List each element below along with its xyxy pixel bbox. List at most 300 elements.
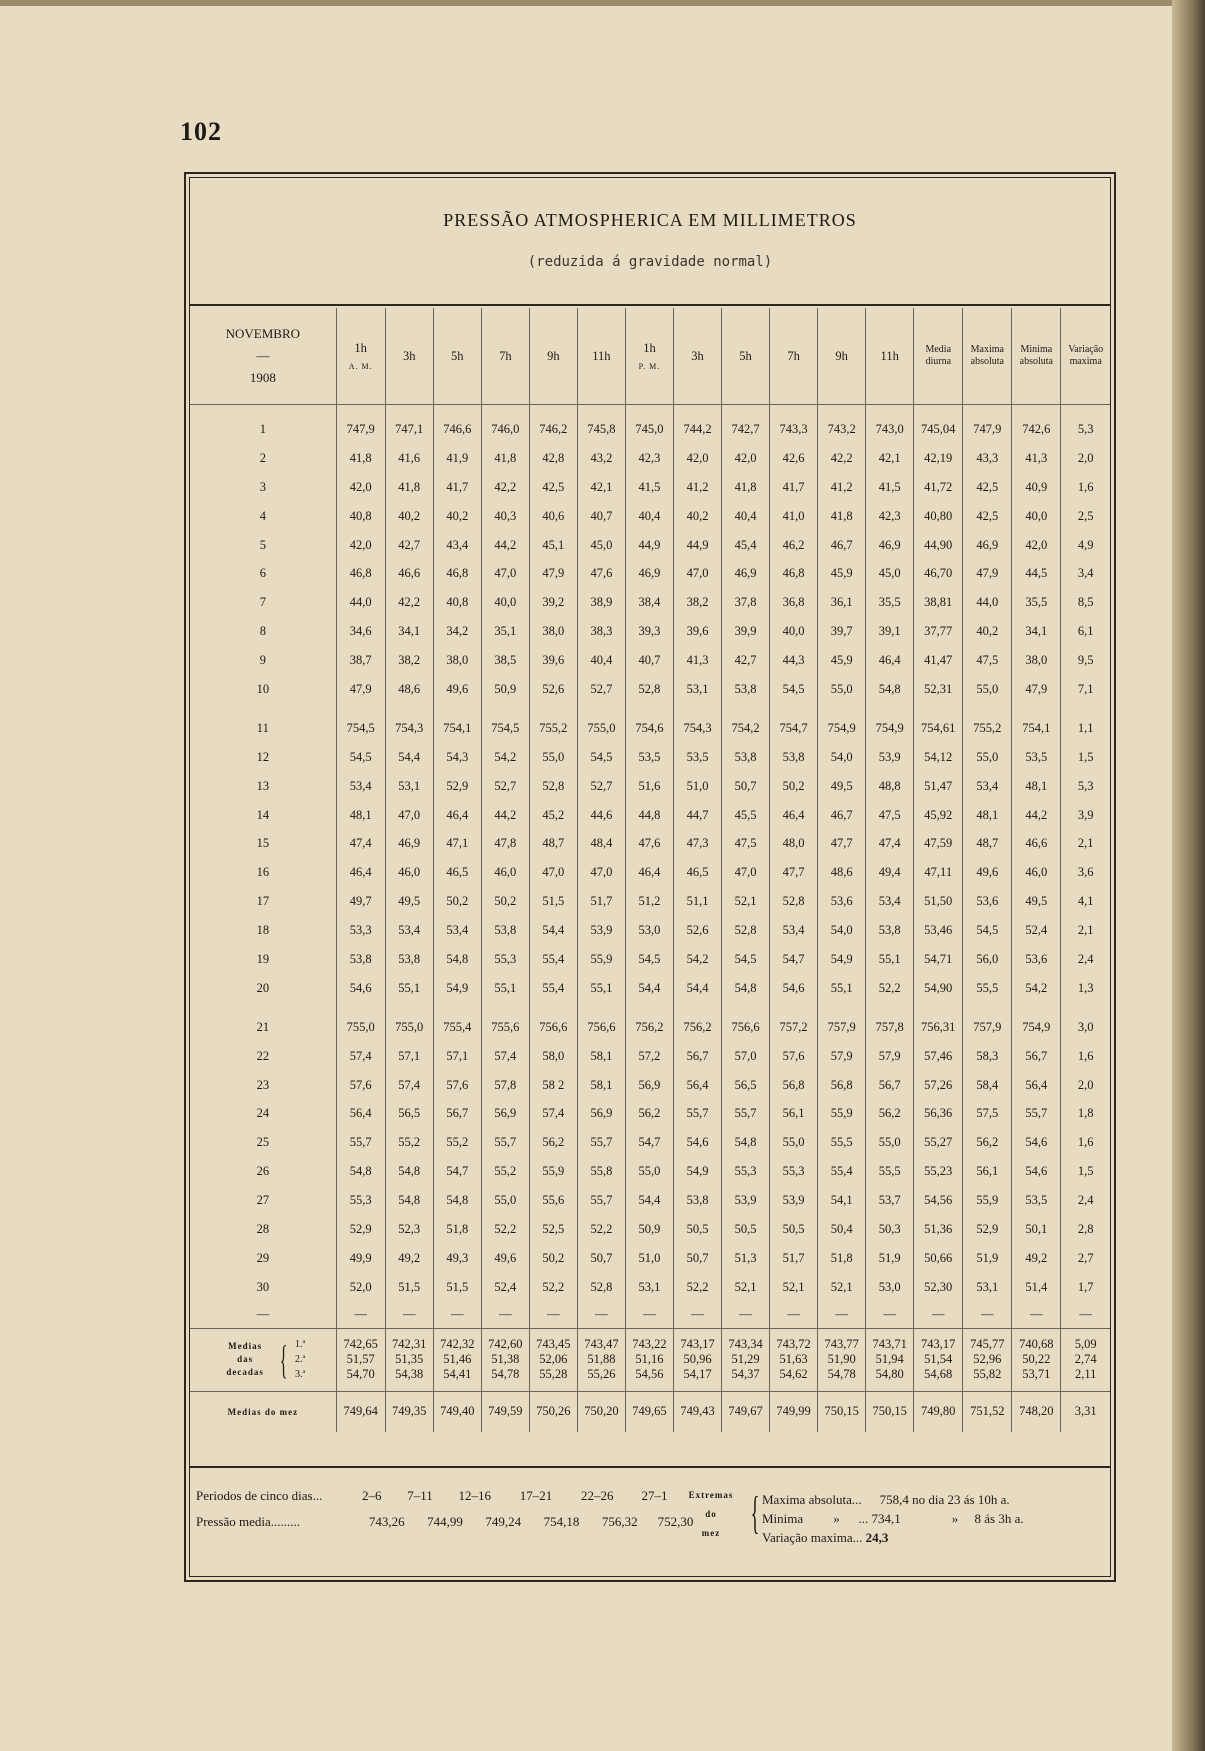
day-number: 21: [256, 1019, 270, 1034]
table-cell: 54,6: [336, 974, 385, 1003]
table-cell: 54,9: [433, 974, 481, 1003]
table-cell: 57,6: [336, 1071, 385, 1100]
table-cell: 41,9: [433, 444, 481, 473]
table-cell: 55,0: [625, 1157, 673, 1186]
table-cell: 3,9: [1061, 801, 1110, 830]
table-cell: 44,2: [1012, 801, 1061, 830]
hour-header: [770, 308, 818, 405]
table-cell: 52,1: [722, 1273, 770, 1302]
table-row: [190, 473, 1110, 502]
day-number: 22: [256, 1048, 270, 1063]
table-cell: 54,4: [529, 916, 577, 945]
table-cell: 58,0: [529, 1042, 577, 1071]
stat-header-line: Minima: [1020, 344, 1053, 355]
table-cell: 41,7: [433, 473, 481, 502]
decade-mean-value: 55,82: [973, 1367, 1002, 1382]
table-cell: 48,4: [577, 829, 625, 858]
year-label: 1908: [249, 370, 276, 385]
day-number: 3: [259, 479, 266, 494]
table-cell: 36,1: [818, 588, 866, 617]
decade-mean-cell: [577, 1328, 625, 1391]
table-row: [190, 714, 1110, 743]
table-cell: 44,9: [625, 531, 673, 560]
table-cell: 54,4: [625, 1186, 673, 1215]
hour-header: [336, 308, 385, 405]
table-cell: 42,0: [336, 531, 385, 560]
table-cell: 52,9: [963, 1215, 1012, 1244]
table-cell: 53,4: [433, 916, 481, 945]
table-cell: 52,2: [577, 1215, 625, 1244]
decade-mean-cell: [722, 1328, 770, 1391]
periodos-label: Periodos de cinco dias...: [196, 1488, 323, 1503]
table-cell: 55,7: [481, 1128, 529, 1157]
table-cell: 55,5: [818, 1128, 866, 1157]
table-row: [190, 502, 1110, 531]
table-cell: 755,0: [336, 1013, 385, 1042]
table-cell: 754,2: [722, 714, 770, 743]
decade-mean-value: 52,96: [973, 1352, 1002, 1367]
table-cell: 1,3: [1061, 974, 1110, 1003]
table-cell: 747,9: [336, 415, 385, 444]
day-number: 7: [259, 595, 266, 610]
table-cell: 745,04: [914, 415, 963, 444]
table-cell: 56,4: [673, 1071, 721, 1100]
table-cell: 54,8: [385, 1186, 433, 1215]
table-cell: 34,6: [336, 617, 385, 646]
table-cell: 49,7: [336, 887, 385, 916]
table-cell: 54,4: [625, 974, 673, 1003]
table-cell: 41,8: [336, 444, 385, 473]
table-row: [190, 801, 1110, 830]
table-cell: 53,8: [722, 675, 770, 704]
table-cell: 51,0: [625, 1244, 673, 1273]
table-cell: 757,9: [818, 1013, 866, 1042]
table-cell: 52,8: [722, 916, 770, 945]
table-cell: 2,5: [1061, 502, 1110, 531]
table-cell: 55,1: [866, 945, 914, 974]
table-cell: 55,7: [722, 1099, 770, 1128]
pressao-media-value: 749,24: [485, 1514, 522, 1529]
table-row: [190, 588, 1110, 617]
table-cell: 40,2: [673, 502, 721, 531]
table-cell: 747,1: [385, 415, 433, 444]
table-cell: 48,8: [866, 772, 914, 801]
table-cell: 57,1: [433, 1042, 481, 1071]
table-cell: 56,7: [673, 1042, 721, 1071]
table-cell: 51,36: [914, 1215, 963, 1244]
table-cell: 54,8: [866, 675, 914, 704]
table-cell: 47,4: [866, 829, 914, 858]
table-cell: 52,9: [336, 1215, 385, 1244]
table-cell: 41,2: [673, 473, 721, 502]
table-cell: 53,6: [1012, 945, 1061, 974]
table-cell: 53,5: [1012, 1186, 1061, 1215]
decade-mean-cell: [433, 1328, 481, 1391]
decade-mean-value: 742,32: [440, 1337, 475, 1352]
pm-label: P. M.: [638, 362, 661, 371]
table-row: [190, 743, 1110, 772]
decade-mean-value: 54,41: [443, 1367, 472, 1382]
month-header: [190, 308, 336, 405]
table-cell: 53,9: [866, 743, 914, 772]
spacer-row: [190, 1003, 1110, 1013]
hour-label: 3h: [691, 348, 704, 363]
table-cell: 46,9: [866, 531, 914, 560]
table-cell: 42,1: [577, 473, 625, 502]
day-number: 24: [256, 1106, 270, 1121]
decade-mean-value: 743,22: [632, 1337, 667, 1352]
table-cell: 5,3: [1061, 415, 1110, 444]
maxima-absoluta-header: [963, 308, 1012, 405]
table-cell: 51,4: [1012, 1273, 1061, 1302]
table-cell: 41,7: [770, 473, 818, 502]
table-cell: 54,6: [1012, 1128, 1061, 1157]
dash-cell: —: [1061, 1302, 1110, 1329]
decade-mean-value: 54,37: [731, 1367, 760, 1382]
table-cell: 55,2: [433, 1128, 481, 1157]
table-cell: 41,8: [818, 502, 866, 531]
table-cell: 37,77: [914, 617, 963, 646]
table-cell: 8,5: [1061, 588, 1110, 617]
table-cell: 50,3: [866, 1215, 914, 1244]
table-cell: 52,30: [914, 1273, 963, 1302]
extremas-label-line: Extremas: [688, 1490, 734, 1500]
table-cell: 743,2: [818, 415, 866, 444]
table-cell: 55,4: [529, 945, 577, 974]
table-cell: 55,1: [818, 974, 866, 1003]
table-cell: 50,66: [914, 1244, 963, 1273]
table-cell: 40,9: [1012, 473, 1061, 502]
table-cell: 46,8: [336, 559, 385, 588]
table-cell: 43,2: [577, 444, 625, 473]
table-cell: 50,7: [577, 1244, 625, 1273]
table-cell: 39,6: [529, 646, 577, 675]
table-cell: 2,4: [1061, 1186, 1110, 1215]
table-cell: 55,7: [577, 1186, 625, 1215]
table-cell: 55,4: [818, 1157, 866, 1186]
decade-mean-cell: [1061, 1328, 1110, 1391]
dash-cell: —: [1012, 1302, 1061, 1329]
day-number: 14: [256, 807, 270, 822]
table-row: [190, 444, 1110, 473]
day-number: 16: [256, 865, 270, 880]
table-cell: 46,6: [385, 559, 433, 588]
table-cell: 56,5: [385, 1099, 433, 1128]
month-mean-cell: 749,40: [433, 1391, 481, 1432]
table-cell: 56,2: [963, 1128, 1012, 1157]
table-cell: 756,6: [577, 1013, 625, 1042]
table-cell: 55,2: [385, 1128, 433, 1157]
table-cell: 55,3: [722, 1157, 770, 1186]
table-cell: 756,2: [625, 1013, 673, 1042]
table-cell: 52,8: [577, 1273, 625, 1302]
table-cell: 57,0: [722, 1042, 770, 1071]
table-cell: 754,5: [336, 714, 385, 743]
table-cell: 41,3: [673, 646, 721, 675]
table-cell: 53,7: [866, 1186, 914, 1215]
table-row: [190, 415, 1110, 444]
table-cell: 55,0: [770, 1128, 818, 1157]
periodo-value: 7–11: [407, 1488, 433, 1503]
table-cell: 39,3: [625, 617, 673, 646]
table-cell: 755,0: [577, 714, 625, 743]
table-cell: 42,2: [385, 588, 433, 617]
variacao-value: 24,3: [865, 1530, 889, 1545]
table-cell: 2,0: [1061, 1071, 1110, 1100]
table-cell: 47,0: [577, 858, 625, 887]
table-cell: 52,2: [866, 974, 914, 1003]
table-cell: 38,4: [625, 588, 673, 617]
table-cell: 55,3: [481, 945, 529, 974]
day-number: 19: [256, 951, 270, 966]
table-cell: 49,9: [336, 1244, 385, 1273]
table-cell: 54,3: [433, 743, 481, 772]
table-cell: 746,0: [481, 415, 529, 444]
table-cell: 754,3: [385, 714, 433, 743]
table-row: [190, 1186, 1110, 1215]
decade-mean-value: 51,57: [346, 1352, 375, 1367]
stat-header-line: absoluta: [970, 356, 1004, 367]
table-cell: 47,6: [577, 559, 625, 588]
table-cell: 47,7: [818, 829, 866, 858]
table-cell: 42,7: [722, 646, 770, 675]
table-cell: 54,8: [722, 974, 770, 1003]
table-cell: 48,6: [818, 858, 866, 887]
extremas-minima-line: [762, 1509, 1024, 1528]
table-row: [190, 675, 1110, 704]
month-mean-cell: 749,80: [914, 1391, 963, 1432]
hour-header: [866, 308, 914, 405]
table-cell: 56,9: [577, 1099, 625, 1128]
table-cell: 52,0: [336, 1273, 385, 1302]
table-cell: 51,6: [625, 772, 673, 801]
table-cell: 47,59: [914, 829, 963, 858]
table-cell: 47,0: [673, 559, 721, 588]
table-row: [190, 772, 1110, 801]
table-cell: 54,8: [433, 1186, 481, 1215]
table-cell: 53,5: [1012, 743, 1061, 772]
table-cell: 45,5: [722, 801, 770, 830]
medias-mez-row: [190, 1391, 1110, 1432]
table-cell: 51,3: [722, 1244, 770, 1273]
day-number: 18: [256, 923, 270, 938]
table-cell: 48,0: [770, 829, 818, 858]
table-cell: 42,2: [818, 444, 866, 473]
periodo-value: 27–1: [641, 1488, 668, 1503]
table-cell: 53,6: [963, 887, 1012, 916]
minima-label: Minima: [762, 1511, 804, 1526]
table-cell: 50,2: [529, 1244, 577, 1273]
table-cell: 35,5: [1012, 588, 1061, 617]
table-cell: 746,2: [529, 415, 577, 444]
table-cell: 40,80: [914, 502, 963, 531]
table-cell: 53,1: [385, 772, 433, 801]
day-number: 9: [259, 653, 266, 668]
table-cell: 754,5: [481, 714, 529, 743]
table-cell: 48,7: [529, 829, 577, 858]
table-row: [190, 945, 1110, 974]
table-cell: 55,7: [577, 1128, 625, 1157]
table-cell: 56,8: [770, 1071, 818, 1100]
table-cell: 51,2: [625, 887, 673, 916]
periodos-row: [196, 1488, 680, 1504]
table-cell: 58,3: [963, 1042, 1012, 1071]
dash-cell: —: [385, 1302, 433, 1329]
table-cell: 46,9: [625, 559, 673, 588]
spacer-row: [190, 405, 1110, 416]
table-cell: 44,5: [1012, 559, 1061, 588]
table-cell: 54,2: [481, 743, 529, 772]
table-cell: 40,3: [481, 502, 529, 531]
table-cell: 57,2: [625, 1042, 673, 1071]
table-cell: 55,9: [963, 1186, 1012, 1215]
table-cell: 40,4: [625, 502, 673, 531]
extremas-label-line: mez: [701, 1528, 721, 1538]
table-cell: 754,9: [866, 714, 914, 743]
table-cell: 54,0: [818, 743, 866, 772]
table-cell: 49,4: [866, 858, 914, 887]
page-number: 102: [180, 117, 222, 146]
table-cell: 55,7: [336, 1128, 385, 1157]
medias-decadas-label: [190, 1328, 336, 1391]
decade-mean-cell: [673, 1328, 721, 1391]
table-cell: 46,5: [673, 858, 721, 887]
table-cell: 57,5: [963, 1099, 1012, 1128]
pressao-media-row: [196, 1514, 701, 1530]
table-cell: 57,26: [914, 1071, 963, 1100]
table-cell: 47,9: [336, 675, 385, 704]
table-cell: 743,3: [770, 415, 818, 444]
table-cell: 52,5: [529, 1215, 577, 1244]
decade-mean-value: 54,56: [635, 1367, 664, 1382]
table-cell: 55,1: [577, 974, 625, 1003]
decade-mean-value: 743,71: [872, 1337, 907, 1352]
hour-header: [577, 308, 625, 405]
am-label: A. M.: [348, 362, 373, 371]
table-cell: 51,8: [433, 1215, 481, 1244]
table-cell: 54,0: [818, 916, 866, 945]
table-cell: 52,8: [529, 772, 577, 801]
table-cell: 45,4: [722, 531, 770, 560]
table-cell: 56,2: [866, 1099, 914, 1128]
table-cell: 54,5: [770, 675, 818, 704]
table-cell: 52,2: [673, 1273, 721, 1302]
month-mean-cell: 749,65: [625, 1391, 673, 1432]
table-cell: 58,1: [577, 1071, 625, 1100]
table-cell: 1,8: [1061, 1099, 1110, 1128]
table-cell: 38,3: [577, 617, 625, 646]
table-cell: 44,6: [577, 801, 625, 830]
table-cell: 44,0: [963, 588, 1012, 617]
pressure-table: [190, 308, 1110, 1432]
table-cell: 47,3: [673, 829, 721, 858]
table-cell: 55,27: [914, 1128, 963, 1157]
decade-mean-value: 743,47: [584, 1337, 619, 1352]
table-cell: 1,7: [1061, 1273, 1110, 1302]
table-cell: 50,5: [673, 1215, 721, 1244]
minima-quote: »: [833, 1511, 840, 1526]
table-row: [190, 559, 1110, 588]
hour-header: [722, 308, 770, 405]
hour-header: [385, 308, 433, 405]
decade-mean-value: 54,70: [346, 1367, 375, 1382]
table-cell: 57,1: [385, 1042, 433, 1071]
decade-mean-value: 55,28: [539, 1367, 568, 1382]
table-cell: 55,5: [963, 974, 1012, 1003]
decade-mean-value: 54,62: [779, 1367, 808, 1382]
table-cell: 38,0: [529, 617, 577, 646]
month-mean-cell: 749,67: [722, 1391, 770, 1432]
table-cell: 47,9: [1012, 675, 1061, 704]
table-cell: 746,6: [433, 415, 481, 444]
table-cell: 53,4: [866, 887, 914, 916]
table-cell: 57,4: [529, 1099, 577, 1128]
hour-header: [673, 308, 721, 405]
table-cell: 48,1: [336, 801, 385, 830]
table-cell: 53,4: [336, 772, 385, 801]
table-cell: 44,7: [673, 801, 721, 830]
day-number: 28: [256, 1221, 270, 1236]
month-mean-cell: 749,43: [673, 1391, 721, 1432]
decade-label: 2.ª: [295, 1354, 306, 1366]
table-cell: 48,1: [963, 801, 1012, 830]
table-cell: 46,9: [722, 559, 770, 588]
table-cell: 49,5: [1012, 887, 1061, 916]
table-cell: 39,6: [673, 617, 721, 646]
decade-label: 1.ª: [295, 1339, 306, 1351]
table-cell: 38,2: [673, 588, 721, 617]
table-row: [190, 1157, 1110, 1186]
decade-mean-value: 51,38: [491, 1352, 520, 1367]
month-label: NOVEMBRO: [225, 326, 301, 341]
day-number: 1: [259, 421, 266, 436]
table-cell: 41,2: [818, 473, 866, 502]
table-cell: 51,50: [914, 887, 963, 916]
table-cell: 44,90: [914, 531, 963, 560]
table-cell: 39,2: [529, 588, 577, 617]
decade-mean-cell: [1012, 1328, 1061, 1391]
table-cell: 55,0: [481, 1186, 529, 1215]
table-cell: 51,1: [673, 887, 721, 916]
table-cell: 754,1: [433, 714, 481, 743]
table-cell: 47,5: [866, 801, 914, 830]
table-cell: 47,5: [722, 829, 770, 858]
extremas-lines: [762, 1490, 1024, 1547]
table-cell: 39,9: [722, 617, 770, 646]
table-cell: 56,5: [722, 1071, 770, 1100]
month-mean-cell: 3,31: [1061, 1391, 1110, 1432]
table-cell: 40,2: [963, 617, 1012, 646]
decade-mean-value: 54,17: [683, 1367, 712, 1382]
table-cell: 45,92: [914, 801, 963, 830]
table-cell: 49,6: [433, 675, 481, 704]
table-cell: 41,47: [914, 646, 963, 675]
decade-mean-value: 5,09: [1074, 1337, 1097, 1352]
table-cell: 53,3: [336, 916, 385, 945]
month-dash: —: [256, 348, 270, 363]
day-number: 17: [256, 894, 270, 909]
pressao-media-label: Pressão media.........: [196, 1514, 300, 1529]
table-cell: 54,5: [722, 945, 770, 974]
table-cell: 53,8: [481, 916, 529, 945]
table-cell: 40,7: [625, 646, 673, 675]
table-row: [190, 1013, 1110, 1042]
table-cell: 40,2: [433, 502, 481, 531]
table-cell: 52,31: [914, 675, 963, 704]
table-cell: 49,2: [385, 1244, 433, 1273]
table-cell: 47,6: [625, 829, 673, 858]
month-mean-cell: 749,99: [770, 1391, 818, 1432]
